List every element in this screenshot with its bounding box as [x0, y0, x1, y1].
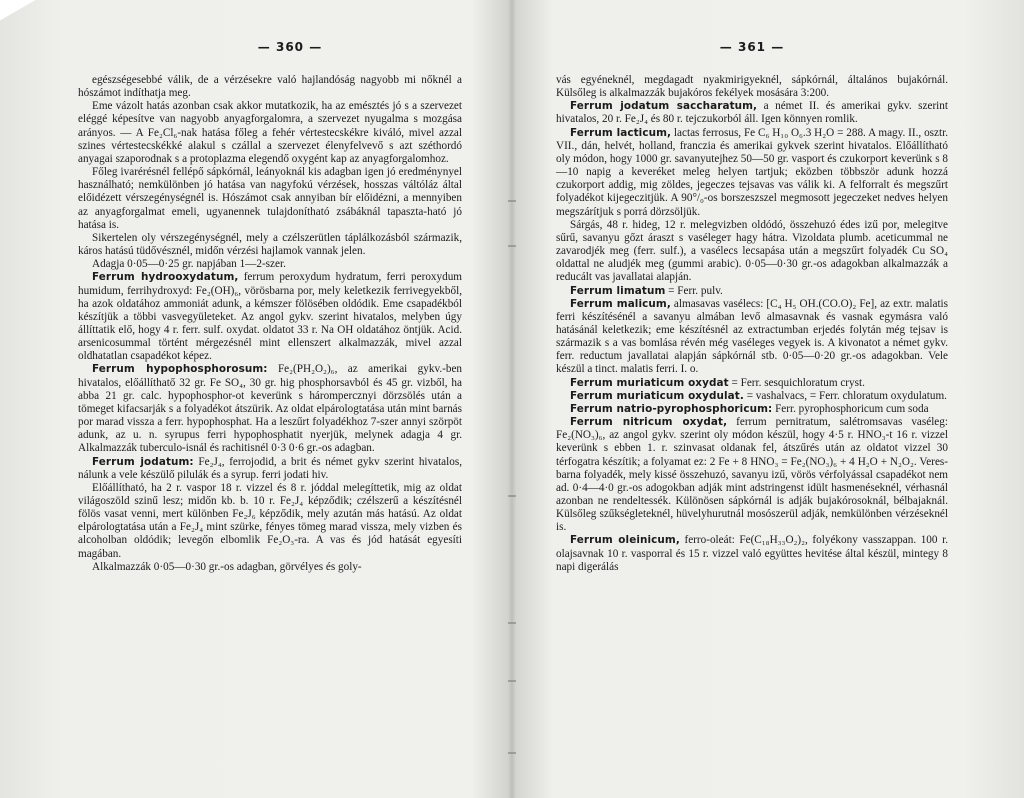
entry-term: Ferrum muriaticum oxydulat.: [570, 389, 744, 402]
paragraph-text: egészségesebbé válik, de a vérzésekre való hajlandóság nagyobb mi nőknél a hószámot indíthatja meg.: [78, 74, 462, 100]
paragraph: [78, 258, 462, 271]
paragraph: [556, 403, 948, 416]
paragraph: [78, 74, 462, 100]
paragraph: [78, 100, 462, 166]
entry-term: Ferrum jodatum saccharatum,: [570, 100, 758, 113]
right-page-text: [556, 74, 948, 574]
right-page: [556, 0, 948, 798]
paragraph: [556, 390, 948, 403]
paragraph: [556, 534, 948, 573]
page-number-right: — 361 —: [719, 40, 785, 54]
left-page: [78, 0, 462, 798]
entry-term: Ferrum nitricum oxydat,: [570, 416, 728, 429]
paragraph: [78, 561, 462, 574]
entry-term: Ferrum malicum,: [570, 297, 671, 310]
paragraph-text: Ferr. pyrophosphoricum cum soda: [772, 402, 929, 415]
left-page-text: [78, 74, 462, 574]
paragraph-text: Adagja 0·05—0·25 gr. napjában 1—2-szer.: [92, 258, 286, 271]
paragraph-text: = Ferr. sesquichloratum cryst.: [728, 376, 865, 389]
paragraph-text: Fe₂J₄, ferrojodid, a brit és német gykv szerint hivatalos, nálunk a vele készülő pilulák és a syrup. ferri jodati hiv.: [78, 455, 463, 481]
entry-term: Ferrum muriaticum oxydat: [570, 376, 729, 389]
paragraph-text: ferrum peroxydum hydratum, ferri peroxydum humidum, ferrihydroxyd: Fe₂(OH)₆, vörösbarna por, mely keletkezik ferrivegyekből, ha azok oldatához ammoniát adunk, a kémszer fölösében oldódik. Eme csapadékból készítjük a többi vasvegyületeket. Az angol gykv. szerint hivatalos, melyben úgy állíttatik elő, hogy 4 r. ferr. sulf. oxydat. oldatot 33 r. Na OH oldatához öntjük. Acid. arsenicosummal történt mérgezésnél mint ellenszert alkalmazzák, mivel azzal oldhatatlan csapadékot képez.: [78, 271, 462, 363]
paragraph: [78, 482, 462, 561]
entry-term: Ferrum hydrooxydatum,: [92, 271, 239, 284]
paragraph-text: Sárgás, 48 r. hideg, 12 r. melegvizben oldódó, összehuzó édes izű por, melegitve sűrű, savanyu gőzt áraszt s vasélegет hagy hátra. Vizoldata plumb. aceticummal ne zavarodjék meg (ferr. sulf.), a vasélecs lecsapása után a megszűrt folyadék Cu SO₄ oldattal ne aludjék meg (gummi arabic). 0·05—0·30 gr.-os adagokban alkalmazzák a reducált vas javallatai alapján.: [556, 218, 948, 284]
paragraph-text: Eme vázolt hatás azonban csak akkor mutatkozik, ha az emésztés jó s a szervezet eléggé képesítve van nagyobb anyagforgalomra, a szervezet nyugalma s mozgása arányos. — A Fe₂Cl₆-nak hatása főleg a fehér vértestecskékre kiváló, mivel azzal szines vértestecskékké alakul s czállal a szervezet élenyfelvevő s azt széthordó anyagai szaporodnak s a protoplazma elegendő oxygént kap az anyagforgalomhoz.: [78, 100, 462, 165]
paragraph-text: vás egyéneknél, megdagadt nyakmirigyeknél, sápkórnál, általános bujakórnál. Külsőleg is alkalmazzák bujakóros fekélyek mosására 3:200.: [556, 74, 948, 100]
paragraph: [78, 456, 462, 482]
paragraph-text: Fe₂(PH₂O₂)₆, az amerikai gykv.-ben hivatalos, előállíthatő 32 gr. Fe SO₄, 30 gr. hig phosphorsavból és 45 gr. vizből, ha abba 21 gr. calc. hypophosphor-ot keverünk s hárompercznyi dörzsölés után a tömeget kifacsarják s a folyadékot átszürik. Az oldat elpárologtatása után mint barnás por marad vissza a ferr. hypophosphat. Ha a leszűrt folyadékhoz 7-szer annyi szörpöt adunk, az u. n. syrupus ferri hypophosphatit nyerjük, melynek adagja 4 gr. Alkalmazzák tuberculo-isnál és rachitisnél 0·3 0·6 gr.-os adagban.: [78, 363, 463, 455]
paragraph: [556, 127, 948, 219]
paragraph: [78, 232, 462, 258]
paragraph: [556, 285, 948, 298]
page-number-left: — 360 —: [257, 40, 323, 54]
paragraph-text: a német II. és amerikai gykv. szerint hivatalos, 20 r. Fe₂J₄ és 80 r. tejczukorból áll. Igen könnyen romlik.: [556, 100, 948, 126]
paragraph-text: lactas ferrosus, Fe C₆ H₁₀ O₆.3 H₂O = 288. A magy. II., osztr. VII., dán, helvét, holland, franczia és amerikai gykvek szerint hivatalos. Előállítható oly módon, hogy 1000 gr. savanyutejhez 50—50 gr. vasport és czukorport keverünk s 8—10 napig a keveréket meleg helyen tartjuk; eközben többször adunk hozzá czukorport addig, mig zöldes, jegeczes tejsavas vas válik ki. A felforralt és megszűrt folyadékot kijegeczitjük. A 90°/₀-os borszeszszel megmosott jegeczeket nedves helyen megszárítjuk s porrá dörzsöljük.: [556, 126, 948, 218]
entry-term: Ferrum natrio-pyrophosphoricum:: [570, 402, 773, 415]
paragraph-text: Alkalmazzák 0·05—0·30 gr.-os adagban, görvélyes és goly-: [92, 560, 362, 573]
paragraph: [78, 271, 462, 363]
entry-term: Ferrum lacticum,: [570, 126, 672, 139]
entry-term: Ferrum hypophosphorosum:: [92, 363, 268, 376]
entry-term: Ferrum jodatum:: [92, 455, 194, 468]
paragraph-text: Előállítható, ha 2 r. vaspor 18 r. vizzel és 8 r. jóddal melegíttetik, mig az oldat világoszöld szinű lesz; midőn kb. b. 10 r. Fe₂J₄ képződik; czélszerű a készítésnél fölös vasat venni, mert különben Fe₂J₆ képződik, mely azután más hatású. Az oldat elpárologtatása után a Fe₂J₄ mint szürke, fényes tömeg marad vissza, mely vizben és alcoholban oldódik; levegőn elbomlik Fe₂O₃-ra. A vas és jód hatását egyesíti magában.: [78, 481, 462, 560]
paragraph-text: = vashalvacs, = Ferr. chloratum oxydulatum.: [743, 389, 947, 402]
paragraph: [556, 74, 948, 100]
paragraph-text: ferro-oleát: Fe(C₁₈H₃₃O₂)₂, folyékony vasszappan. 100 r. olajsavnak 10 r. vasporral és 15 r. vizzel való együttes hevitése által készül, mintegy 8 napi digerálás: [556, 534, 948, 573]
paragraph: [556, 219, 948, 285]
torn-corner: [0, 0, 40, 22]
paragraph: [78, 363, 462, 455]
entry-term: Ferrum limatum: [570, 284, 666, 297]
paragraph: [78, 166, 462, 232]
book-gutter: [505, 40, 519, 780]
paragraph: [556, 416, 948, 534]
paragraph-text: almasavas vasélecs: [C₄ H₅ OH.(CO.O)₂ Fe], az extr. malatis ferri készítésénél a savanyu almában levő almasavnak és vasnak egymásra való hatásánál keletkezik; eme készítésnél az extractumban erjedés folytán még tejsav is származik s a vas bomlása révén még vaséleges vegyek is. A kivonatot a német gykv. ferr. reductum javallatai alapján sápkórnál stb. 0·05—0·20 gr.-os adagokban. Vele készül a tinct. malatis ferri. I. o.: [556, 297, 949, 376]
paragraph: [556, 298, 948, 377]
entry-term: Ferrum oleinicum,: [570, 534, 680, 547]
paragraph-text: Sikertelen oly vérszegénységnél, mely a czélszerütlen táplálkozásból származik, káros hatású tüdővésznél, midőn vérzési hajlamok vannak jelen.: [78, 231, 462, 258]
paragraph: [556, 100, 948, 126]
paragraph: [556, 377, 948, 390]
paragraph-text: ferrum pernitratum, salétromsavas vaséleg: Fe₂(NO₃)₆, az angol gykv. szerint oly módon készül, hogy 4·5 r. HNO₃-t 16 r. vizzel keverünk s ebben 1. r. szinvasat oldanak fel, átszűrés után az oldatot vizzel 30 térfogatra készítik; a folyamat ez: 2 Fe + 8 HNO₃ = Fe₂(NO₃)₆ + 4 H₂O + N₂O₂. Veres-barna folyadék, mely kissé összehuzó, savanyu izű, vörös vérfolyással csapadékot nem ad. 0·4—4·0 gr.-os adogokban adják mint adstringenst idült hasmenéseknél, vérhasnál azonban ne rendeltessék. Különösen sápkórnál is adják bujakórosoknál, bélbajaknál. Külsőleg szűkségleteknél, hüvelyhurutnál mosószerül adják, nemkülönben vérzéseknél is.: [556, 416, 948, 534]
paragraph-text: Főleg ivarérésnél fellépő sápkórnál, leányoknál kis adagban igen jó eredménynyel használható; nemkülönben jó hatása van nagyfokú vérzések, hosszas váltóláz által előidézett vérszegénységnél is. Hószámot csak annyiban bír előidézni, a mennyiben az anyagforgalmat emeli, ugyanennek tulajdonítható zsábáknál tapaszta-ható jó hatása is.: [78, 166, 462, 231]
paragraph-text: = Ferr. pulv.: [665, 284, 723, 297]
